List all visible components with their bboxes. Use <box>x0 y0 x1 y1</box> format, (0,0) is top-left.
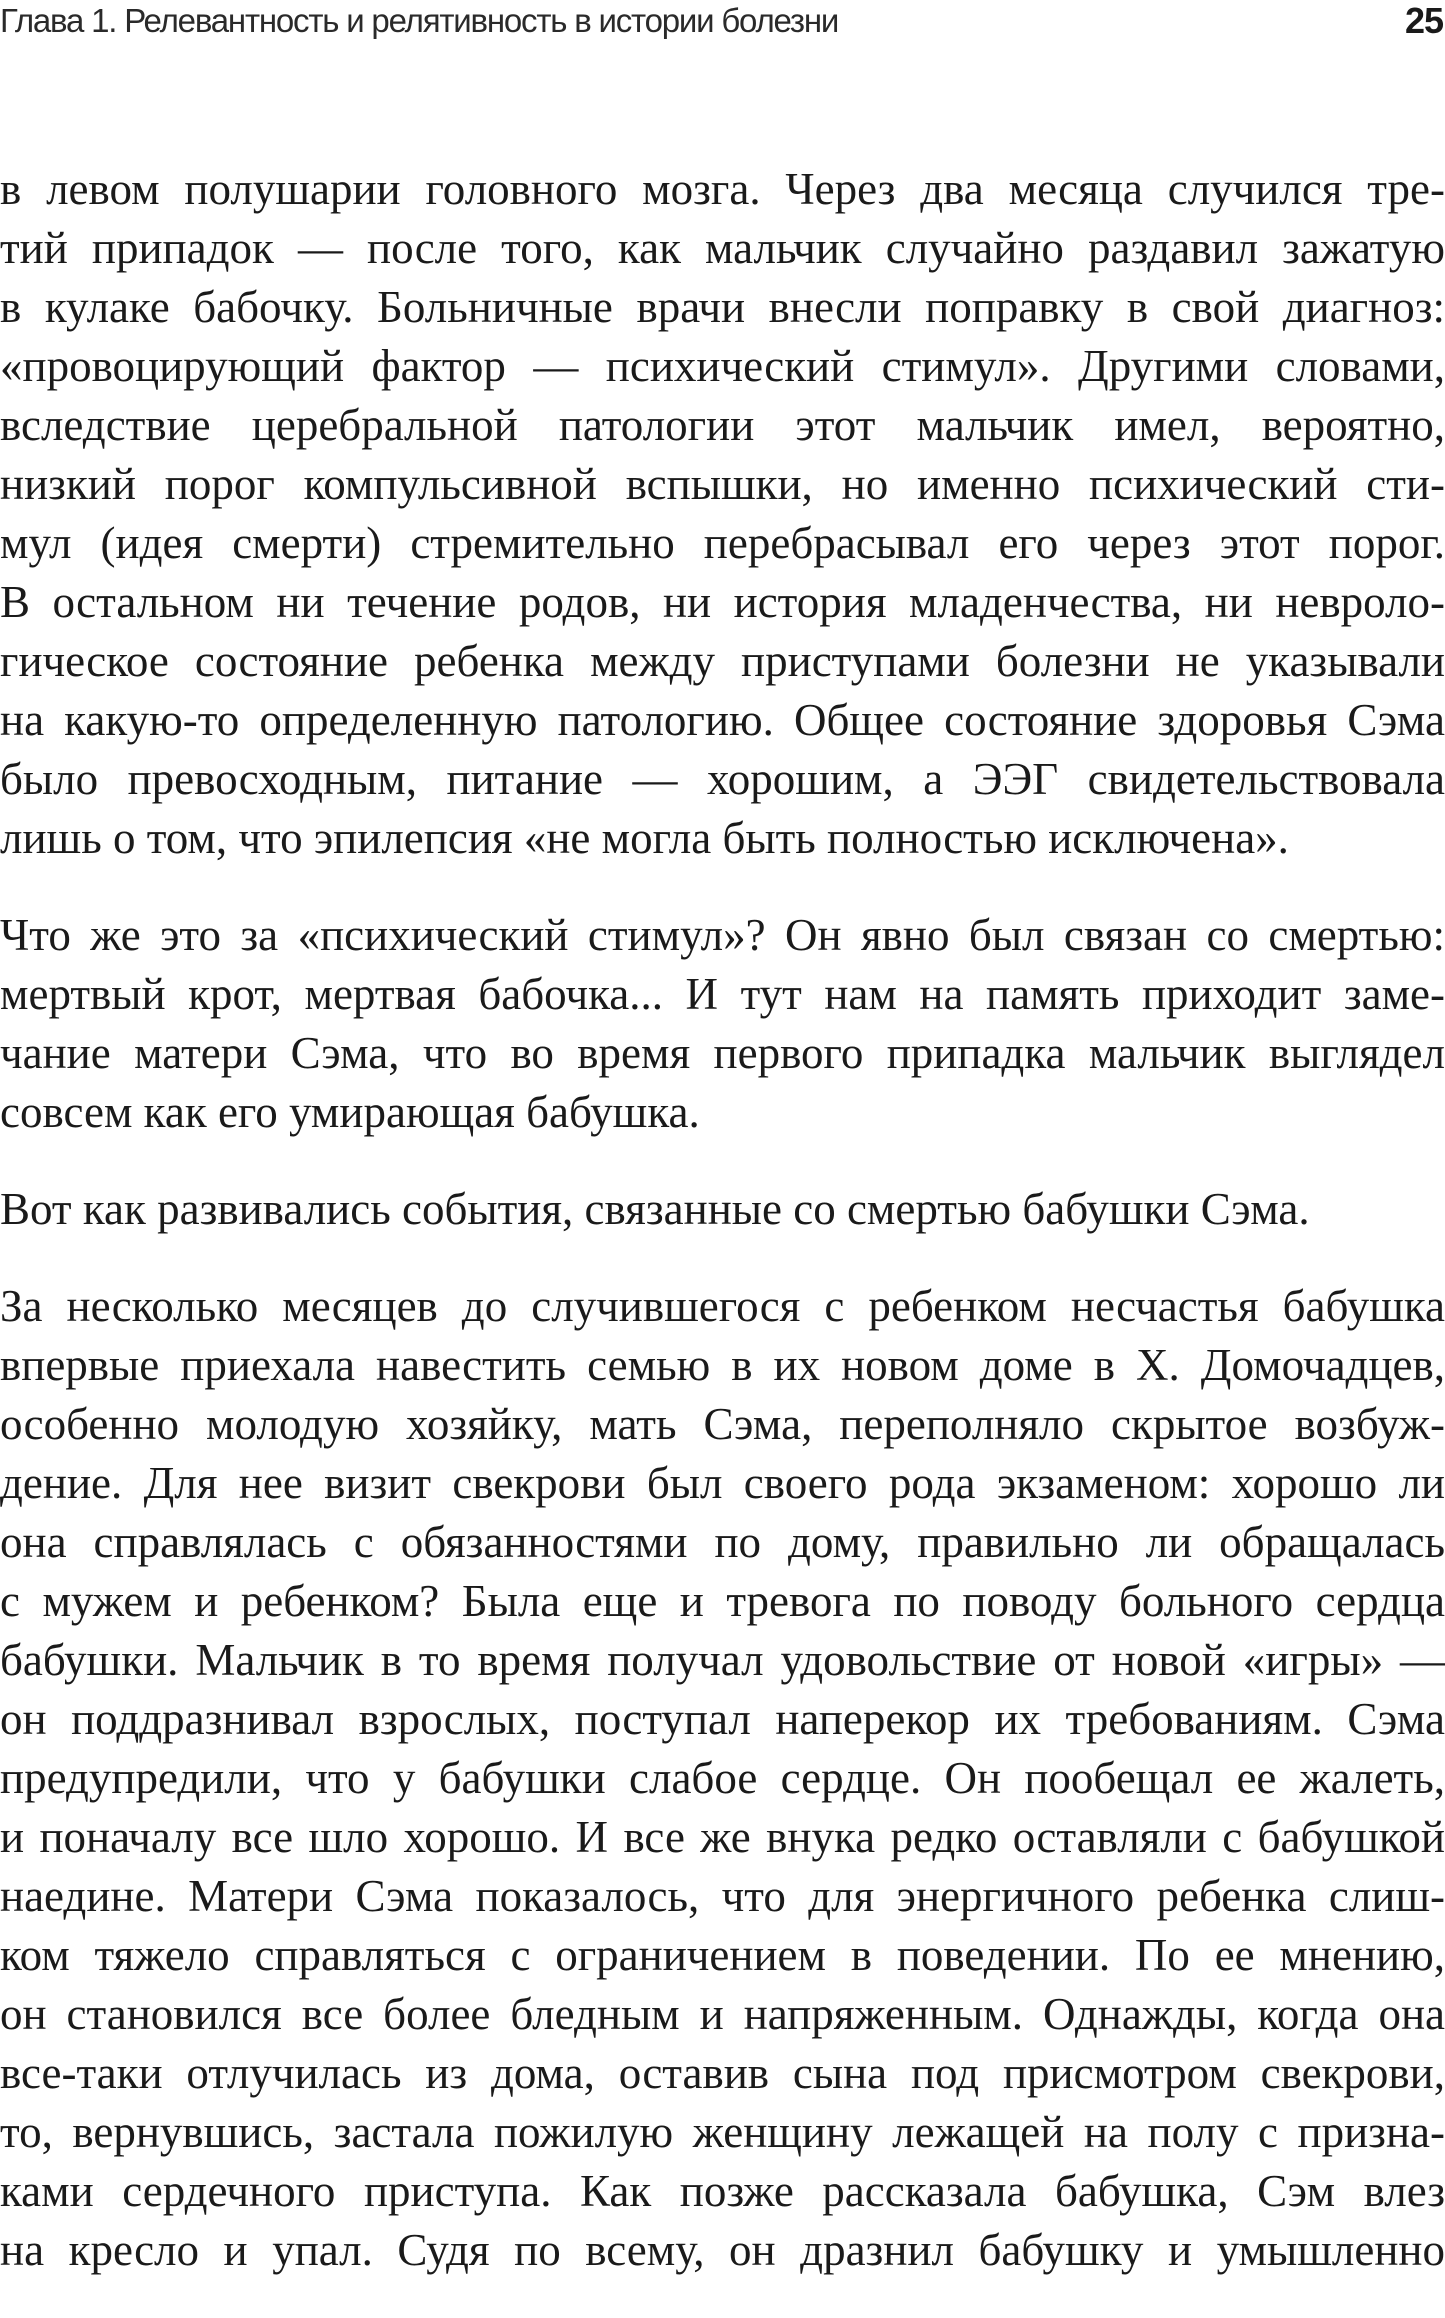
text-line: В остальном ни течение родов, ни история младенчества, ни невроло- <box>0 577 1445 627</box>
text-line: бабушки. Мальчик в то время получал удовольствие от новой «игры» — <box>0 1635 1445 1685</box>
text-line: За несколько месяцев до случившегося с ребенком несчастья бабушка <box>0 1281 1445 1331</box>
paragraph <box>0 906 1445 1142</box>
paragraph <box>0 1277 1445 2280</box>
text-line: с мужем и ребенком? Была еще и тревога по поводу больного сердца <box>0 1576 1445 1626</box>
text-line: впервые приехала навестить семью в их новом доме в Х. Домочадцев, <box>0 1340 1445 1390</box>
text-line: гическое состояние ребенка между приступами болезни не указывали <box>0 636 1445 686</box>
text-line: она справлялась с обязанностями по дому, правильно ли обращалась <box>0 1517 1445 1567</box>
text-line: тий припадок — после того, как мальчик случайно раздавил зажатую <box>0 223 1445 273</box>
body-text <box>0 160 1445 2318</box>
text-line: то, вернувшись, застала пожилую женщину лежащей на полу с призна- <box>0 2107 1445 2157</box>
text-line: он становился все более бледным и напряженным. Однажды, когда она <box>0 1989 1445 2039</box>
text-line: на какую-то определенную патологию. Общее состояние здоровья Сэма <box>0 695 1445 745</box>
text-line: в кулаке бабочку. Больничные врачи внесли поправку в свой диагноз: <box>0 282 1445 332</box>
chapter-title: Глава 1. Релевантность и релятивность в истории болезни <box>0 2 839 39</box>
page-number: 25 <box>1404 0 1443 41</box>
text-line: «провоцирующий фактор — психический стимул». Другими словами, <box>0 341 1445 391</box>
text-line: мул (идея смерти) стремительно перебрасывал его через этот порог. <box>0 518 1445 568</box>
running-header <box>0 0 1445 50</box>
paragraph <box>0 1180 1445 1239</box>
paragraph <box>0 160 1445 868</box>
text-line: наедине. Матери Сэма показалось, что для энергичного ребенка слиш- <box>0 1871 1445 1921</box>
text-line: дение. Для нее визит свекрови был своего рода экзаменом: хорошо ли <box>0 1458 1445 1508</box>
text-line: лишь о том, что эпилепсия «не могла быть полностью исключена». <box>0 813 1289 863</box>
text-line: совсем как его умирающая бабушка. <box>0 1087 700 1137</box>
text-line: низкий порог компульсивной вспышки, но именно психический сти- <box>0 459 1445 509</box>
text-line: Что же это за «психический стимул»? Он явно был связан со смертью: <box>0 910 1445 960</box>
text-line: особенно молодую хозяйку, мать Сэма, переполняло скрытое возбуж- <box>0 1399 1445 1449</box>
text-line: ком тяжело справляться с ограничением в поведении. По ее мнению, <box>0 1930 1445 1980</box>
text-line: на кресло и упал. Судя по всему, он дразнил бабушку и умышленно <box>0 2225 1445 2275</box>
text-line: предупредили, что у бабушки слабое сердце. Он пообещал ее жалеть, <box>0 1753 1445 1803</box>
text-line: мертвый крот, мертвая бабочка... И тут нам на память приходит заме- <box>0 969 1445 1019</box>
text-line: в левом полушарии головного мозга. Через два месяца случился тре- <box>0 164 1445 214</box>
text-line: он поддразнивал взрослых, поступал наперекор их требованиям. Сэма <box>0 1694 1445 1744</box>
text-line: Вот как развивались события, связанные со смертью бабушки Сэма. <box>0 1184 1310 1234</box>
text-line: ками сердечного приступа. Как позже рассказала бабушка, Сэм влез <box>0 2166 1445 2216</box>
text-line: вследствие церебральной патологии этот мальчик имел, вероятно, <box>0 400 1445 450</box>
text-line: все-таки отлучилась из дома, оставив сына под присмотром свекрови, <box>0 2048 1445 2098</box>
text-line: было превосходным, питание — хорошим, а ЭЭГ свидетельствовала <box>0 754 1445 804</box>
text-line: чание матери Сэма, что во время первого припадка мальчик выглядел <box>0 1028 1445 1078</box>
text-line: и поначалу все шло хорошо. И все же внука редко оставляли с бабушкой <box>0 1812 1445 1862</box>
